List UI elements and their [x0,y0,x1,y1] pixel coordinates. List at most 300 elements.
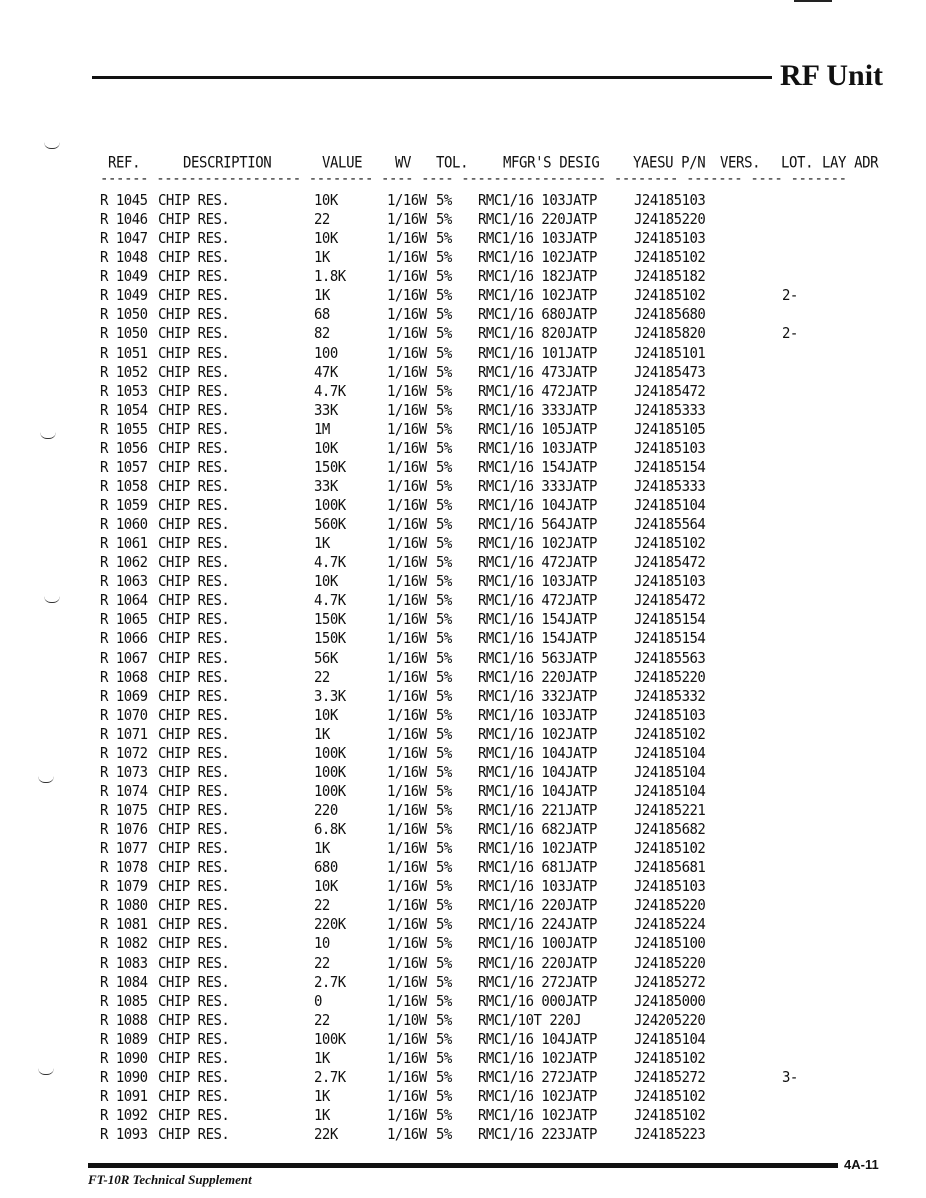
wv-cell: 1/16W [387,420,427,439]
wv-cell: 1/16W [387,363,427,381]
value-cell: 68 [314,306,330,324]
description-cell: CHIP RES. [158,192,230,210]
tolerance-cell: 5% [436,535,452,553]
mfgr-desig-cell: RMC1/16 564JATP [478,516,597,534]
mfgr-desig-cell: RMC1/16 103JATP [478,706,597,725]
yaesu-pn-cell: J24185220 [634,897,706,915]
mfgr-desig-cell: RMC1/16 332JATP [478,687,597,705]
yaesu-pn-cell: J24185473 [634,363,706,381]
ref-cell: R 1080 [100,897,148,915]
ref-cell: R 1054 [100,401,148,420]
tolerance-cell: 5% [436,401,452,420]
description-cell: CHIP RES. [158,1011,230,1030]
ref-cell: R 1057 [100,458,148,477]
description-cell: CHIP RES. [158,478,230,496]
ref-cell: R 1048 [100,249,148,267]
value-cell: 4.7K [314,554,346,572]
description-cell: CHIP RES. [158,363,230,381]
tolerance-cell: 5% [436,1107,452,1125]
yaesu-pn-cell: J24185564 [634,516,706,534]
tolerance-cell: 5% [436,478,452,496]
value-cell: 100K [314,497,346,515]
column-header-wv: WV [395,154,412,172]
value-cell: 100K [314,763,346,782]
description-cell: CHIP RES. [158,1126,230,1144]
ref-cell: R 1051 [100,344,148,362]
ref-cell: R 1081 [100,916,148,934]
mfgr-desig-cell: RMC1/16 220JATP [478,668,597,686]
yaesu-pn-cell: J24185682 [634,821,706,839]
ref-cell: R 1046 [100,211,148,229]
mfgr-desig-cell: RMC1/16 681JATP [478,859,597,877]
mfgr-desig-cell: RMC1/16 104JATP [478,1030,597,1049]
value-cell: 10K [314,192,338,210]
tolerance-cell: 5% [436,497,452,515]
yaesu-pn-cell: J24185333 [634,401,706,420]
footer-rule [88,1163,838,1168]
wv-cell: 1/16W [387,268,427,286]
description-cell: CHIP RES. [158,1030,230,1049]
tolerance-cell: 5% [436,439,452,458]
mfgr-desig-cell: RMC1/16 221JATP [478,802,597,820]
tolerance-cell: 5% [436,763,452,782]
yaesu-pn-cell: J24185104 [634,1030,706,1049]
yaesu-pn-cell: J24185105 [634,420,706,439]
value-cell: 82 [314,325,330,343]
wv-cell: 1/16W [387,458,427,477]
yaesu-pn-cell: J24185333 [634,478,706,496]
description-cell: CHIP RES. [158,230,230,248]
mfgr-desig-cell: RMC1/16 102JATP [478,249,597,267]
value-cell: 6.8K [314,821,346,839]
wv-cell: 1/16W [387,992,427,1010]
mfgr-desig-cell: RMC1/16 472JATP [478,554,597,572]
mfgr-desig-cell: RMC1/16 472JATP [478,382,597,400]
tolerance-cell: 5% [436,1049,452,1068]
tolerance-cell: 5% [436,725,452,744]
yaesu-pn-cell: J24185154 [634,611,706,629]
tolerance-cell: 5% [436,211,452,229]
mfgr-desig-cell: RMC1/16 104JATP [478,497,597,515]
mfgr-desig-cell: RMC1/16 272JATP [478,1068,597,1087]
description-cell: CHIP RES. [158,840,230,858]
mfgr-desig-cell: RMC1/16 682JATP [478,821,597,839]
margin-mark [38,776,54,783]
section-title: RF Unit [780,59,884,92]
wv-cell: 1/16W [387,554,427,572]
mfgr-desig-cell: RMC1/16 154JATP [478,458,597,477]
value-cell: 33K [314,401,338,420]
yaesu-pn-cell: J24185103 [634,192,706,210]
ref-cell: R 1067 [100,649,148,667]
description-cell: CHIP RES. [158,268,230,286]
ref-cell: R 1056 [100,439,148,458]
yaesu-pn-cell: J24185332 [634,687,706,705]
value-cell: 100K [314,783,346,801]
mfgr-desig-cell: RMC1/16 103JATP [478,573,597,591]
description-cell: CHIP RES. [158,1049,230,1068]
mfgr-desig-cell: RMC1/16 563JATP [478,649,597,667]
wv-cell: 1/16W [387,439,427,458]
value-cell: 0 [314,992,322,1010]
tolerance-cell: 5% [436,1068,452,1087]
description-cell: CHIP RES. [158,611,230,629]
description-cell: CHIP RES. [158,973,230,991]
tolerance-cell: 5% [436,573,452,591]
mfgr-desig-cell: RMC1/16 272JATP [478,973,597,991]
value-cell: 150K [314,611,346,629]
wv-cell: 1/16W [387,497,427,515]
tolerance-cell: 5% [436,935,452,953]
description-cell: CHIP RES. [158,306,230,324]
mfgr-desig-cell: RMC1/10T 220J [478,1011,582,1030]
column-header-lay-adr: LAY ADR [822,154,879,172]
value-cell: 56K [314,649,338,667]
lot-cell: 2- [782,325,798,343]
wv-cell: 1/16W [387,859,427,877]
ref-cell: R 1076 [100,821,148,839]
wv-cell: 1/16W [387,725,427,744]
wv-cell: 1/16W [387,1088,427,1106]
description-cell: CHIP RES. [158,687,230,705]
ref-cell: R 1091 [100,1088,148,1106]
value-cell: 100K [314,744,346,763]
wv-cell: 1/16W [387,916,427,934]
wv-cell: 1/16W [387,840,427,858]
description-cell: CHIP RES. [158,783,230,801]
tolerance-cell: 5% [436,382,452,400]
mfgr-desig-cell: RMC1/16 154JATP [478,611,597,629]
wv-cell: 1/16W [387,878,427,896]
wv-cell: 1/16W [387,897,427,915]
yaesu-pn-cell: J24185220 [634,668,706,686]
yaesu-pn-cell: J24185272 [634,973,706,991]
yaesu-pn-cell: J24185100 [634,935,706,953]
yaesu-pn-cell: J24185103 [634,439,706,458]
tolerance-cell: 5% [436,992,452,1010]
description-cell: CHIP RES. [158,897,230,915]
value-cell: 1K [314,1107,330,1125]
ref-cell: R 1049 [100,287,148,305]
ref-cell: R 1090 [100,1068,148,1087]
value-cell: 100 [314,344,338,362]
value-cell: 22 [314,897,330,915]
yaesu-pn-cell: J24185472 [634,592,706,610]
tolerance-cell: 5% [436,554,452,572]
wv-cell: 1/16W [387,687,427,705]
mfgr-desig-cell: RMC1/16 472JATP [478,592,597,610]
mfgr-desig-cell: RMC1/16 104JATP [478,744,597,763]
ref-cell: R 1074 [100,783,148,801]
description-cell: CHIP RES. [158,878,230,896]
description-cell: CHIP RES. [158,249,230,267]
wv-cell: 1/16W [387,1126,427,1144]
tolerance-cell: 5% [436,458,452,477]
value-cell: 1M [314,420,330,439]
ref-cell: R 1085 [100,992,148,1010]
ref-cell: R 1084 [100,973,148,991]
mfgr-desig-cell: RMC1/16 473JATP [478,363,597,381]
mfgr-desig-cell: RMC1/16 102JATP [478,725,597,744]
mfgr-desig-cell: RMC1/16 220JATP [478,211,597,229]
mfgr-desig-cell: RMC1/16 224JATP [478,916,597,934]
column-header-value: VALUE [322,154,363,172]
description-cell: CHIP RES. [158,859,230,877]
value-cell: 150K [314,458,346,477]
column-header-tol: TOL. [436,154,469,172]
lot-cell: 3- [782,1068,798,1087]
value-cell: 22 [314,668,330,686]
description-cell: CHIP RES. [158,668,230,686]
description-cell: CHIP RES. [158,382,230,400]
ref-cell: R 1075 [100,802,148,820]
mfgr-desig-cell: RMC1/16 103JATP [478,439,597,458]
wv-cell: 1/16W [387,668,427,686]
column-header-description: DESCRIPTION [183,154,272,172]
yaesu-pn-cell: J24185102 [634,287,706,305]
mfgr-desig-cell: RMC1/16 104JATP [478,763,597,782]
description-cell: CHIP RES. [158,439,230,458]
ref-cell: R 1050 [100,325,148,343]
ref-cell: R 1088 [100,1011,148,1030]
yaesu-pn-cell: J24185102 [634,1049,706,1068]
wv-cell: 1/16W [387,230,427,248]
description-cell: CHIP RES. [158,325,230,343]
yaesu-pn-cell: J24185224 [634,916,706,934]
yaesu-pn-cell: J24185220 [634,211,706,229]
value-cell: 10K [314,573,338,591]
mfgr-desig-cell: RMC1/16 182JATP [478,268,597,286]
tolerance-cell: 5% [436,325,452,343]
margin-mark [38,1068,54,1075]
ref-cell: R 1062 [100,554,148,572]
wv-cell: 1/16W [387,763,427,782]
ref-cell: R 1083 [100,954,148,972]
description-cell: CHIP RES. [158,725,230,744]
mfgr-desig-cell: RMC1/16 103JATP [478,878,597,896]
tolerance-cell: 5% [436,878,452,896]
ref-cell: R 1045 [100,192,148,210]
tolerance-cell: 5% [436,649,452,667]
tolerance-cell: 5% [436,192,452,210]
wv-cell: 1/16W [387,211,427,229]
value-cell: 220K [314,916,346,934]
tolerance-cell: 5% [436,611,452,629]
description-cell: CHIP RES. [158,802,230,820]
yaesu-pn-cell: J24185104 [634,783,706,801]
value-cell: 10K [314,439,338,458]
yaesu-pn-cell: J24185102 [634,725,706,744]
ref-cell: R 1090 [100,1049,148,1068]
tolerance-cell: 5% [436,230,452,248]
description-cell: CHIP RES. [158,1107,230,1125]
value-cell: 150K [314,630,346,648]
value-cell: 10K [314,230,338,248]
value-cell: 10 [314,935,330,953]
wv-cell: 1/16W [387,744,427,763]
yaesu-pn-cell: J24185104 [634,763,706,782]
description-cell: CHIP RES. [158,497,230,515]
ref-cell: R 1052 [100,363,148,381]
header-dash-separator: ------ ------------------ -------- ---- ---- ------------------ -------- ------- ---- ------- [100,171,847,187]
wv-cell: 1/16W [387,649,427,667]
tolerance-cell: 5% [436,744,452,763]
ref-cell: R 1053 [100,382,148,400]
value-cell: 47K [314,363,338,381]
description-cell: CHIP RES. [158,211,230,229]
tolerance-cell: 5% [436,840,452,858]
wv-cell: 1/16W [387,344,427,362]
mfgr-desig-cell: RMC1/16 333JATP [478,401,597,420]
ref-cell: R 1061 [100,535,148,553]
yaesu-pn-cell: J24185680 [634,306,706,324]
description-cell: CHIP RES. [158,916,230,934]
yaesu-pn-cell: J24185104 [634,497,706,515]
column-header-yaesu: YAESU P/N [633,154,706,172]
mfgr-desig-cell: RMC1/16 101JATP [478,344,597,362]
yaesu-pn-cell: J24205220 [634,1011,706,1030]
wv-cell: 1/16W [387,973,427,991]
tolerance-cell: 5% [436,954,452,972]
description-cell: CHIP RES. [158,954,230,972]
wv-cell: 1/16W [387,325,427,343]
description-cell: CHIP RES. [158,763,230,782]
description-cell: CHIP RES. [158,630,230,648]
mfgr-desig-cell: RMC1/16 102JATP [478,287,597,305]
tolerance-cell: 5% [436,802,452,820]
ref-cell: R 1071 [100,725,148,744]
description-cell: CHIP RES. [158,420,230,439]
mfgr-desig-cell: RMC1/16 102JATP [478,1088,597,1106]
tolerance-cell: 5% [436,287,452,305]
value-cell: 22 [314,954,330,972]
margin-mark [44,142,60,149]
ref-cell: R 1089 [100,1030,148,1049]
tolerance-cell: 5% [436,363,452,381]
description-cell: CHIP RES. [158,1088,230,1106]
description-cell: CHIP RES. [158,516,230,534]
ref-cell: R 1049 [100,268,148,286]
value-cell: 560K [314,516,346,534]
wv-cell: 1/16W [387,1049,427,1068]
value-cell: 3.3K [314,687,346,705]
tolerance-cell: 5% [436,897,452,915]
description-cell: CHIP RES. [158,744,230,763]
tolerance-cell: 5% [436,783,452,801]
ref-cell: R 1064 [100,592,148,610]
yaesu-pn-cell: J24185820 [634,325,706,343]
ref-cell: R 1072 [100,744,148,763]
tolerance-cell: 5% [436,1030,452,1049]
mfgr-desig-cell: RMC1/16 154JATP [478,630,597,648]
column-header-ref: REF. [108,154,141,172]
yaesu-pn-cell: J24185102 [634,1107,706,1125]
wv-cell: 1/16W [387,783,427,801]
tolerance-cell: 5% [436,249,452,267]
wv-cell: 1/16W [387,516,427,534]
ref-cell: R 1092 [100,1107,148,1125]
tolerance-cell: 5% [436,344,452,362]
description-cell: CHIP RES. [158,1068,230,1087]
yaesu-pn-cell: J24185221 [634,802,706,820]
yaesu-pn-cell: J24185102 [634,840,706,858]
ref-cell: R 1079 [100,878,148,896]
yaesu-pn-cell: J24185102 [634,249,706,267]
value-cell: 22 [314,211,330,229]
yaesu-pn-cell: J24185101 [634,344,706,362]
tolerance-cell: 5% [436,916,452,934]
wv-cell: 1/16W [387,935,427,953]
ref-cell: R 1093 [100,1126,148,1144]
ref-cell: R 1077 [100,840,148,858]
yaesu-pn-cell: J24185681 [634,859,706,877]
wv-cell: 1/16W [387,535,427,553]
wv-cell: 1/16W [387,592,427,610]
mfgr-desig-cell: RMC1/16 103JATP [478,192,597,210]
ref-cell: R 1082 [100,935,148,953]
yaesu-pn-cell: J24185472 [634,382,706,400]
value-cell: 33K [314,478,338,496]
value-cell: 22 [314,1011,330,1030]
ref-cell: R 1068 [100,668,148,686]
description-cell: CHIP RES. [158,535,230,553]
wv-cell: 1/16W [387,821,427,839]
description-cell: CHIP RES. [158,992,230,1010]
tolerance-cell: 5% [436,420,452,439]
value-cell: 1K [314,840,330,858]
value-cell: 10K [314,878,338,896]
margin-mark [40,432,56,439]
wv-cell: 1/10W [387,1011,427,1030]
description-cell: CHIP RES. [158,821,230,839]
mfgr-desig-cell: RMC1/16 333JATP [478,478,597,496]
tolerance-cell: 5% [436,1126,452,1144]
ref-cell: R 1063 [100,573,148,591]
value-cell: 1K [314,249,330,267]
ref-cell: R 1066 [100,630,148,648]
mfgr-desig-cell: RMC1/16 220JATP [478,954,597,972]
yaesu-pn-cell: J24185102 [634,1088,706,1106]
mfgr-desig-cell: RMC1/16 102JATP [478,840,597,858]
tolerance-cell: 5% [436,821,452,839]
tolerance-cell: 5% [436,859,452,877]
description-cell: CHIP RES. [158,554,230,572]
value-cell: 1K [314,1088,330,1106]
mfgr-desig-cell: RMC1/16 000JATP [478,992,597,1010]
lot-cell: 2- [782,287,798,305]
description-cell: CHIP RES. [158,649,230,667]
column-header-vers: VERS. [720,154,761,172]
yaesu-pn-cell: J24185563 [634,649,706,667]
ref-cell: R 1078 [100,859,148,877]
mfgr-desig-cell: RMC1/16 820JATP [478,325,597,343]
mfgr-desig-cell: RMC1/16 102JATP [478,1107,597,1125]
mfgr-desig-cell: RMC1/16 220JATP [478,897,597,915]
ref-cell: R 1060 [100,516,148,534]
yaesu-pn-cell: J24185000 [634,992,706,1010]
tolerance-cell: 5% [436,592,452,610]
yaesu-pn-cell: J24185182 [634,268,706,286]
wv-cell: 1/16W [387,249,427,267]
description-cell: CHIP RES. [158,573,230,591]
value-cell: 10K [314,706,338,725]
wv-cell: 1/16W [387,706,427,725]
wv-cell: 1/16W [387,382,427,400]
wv-cell: 1/16W [387,478,427,496]
ref-cell: R 1055 [100,420,148,439]
wv-cell: 1/16W [387,1107,427,1125]
description-cell: CHIP RES. [158,344,230,362]
